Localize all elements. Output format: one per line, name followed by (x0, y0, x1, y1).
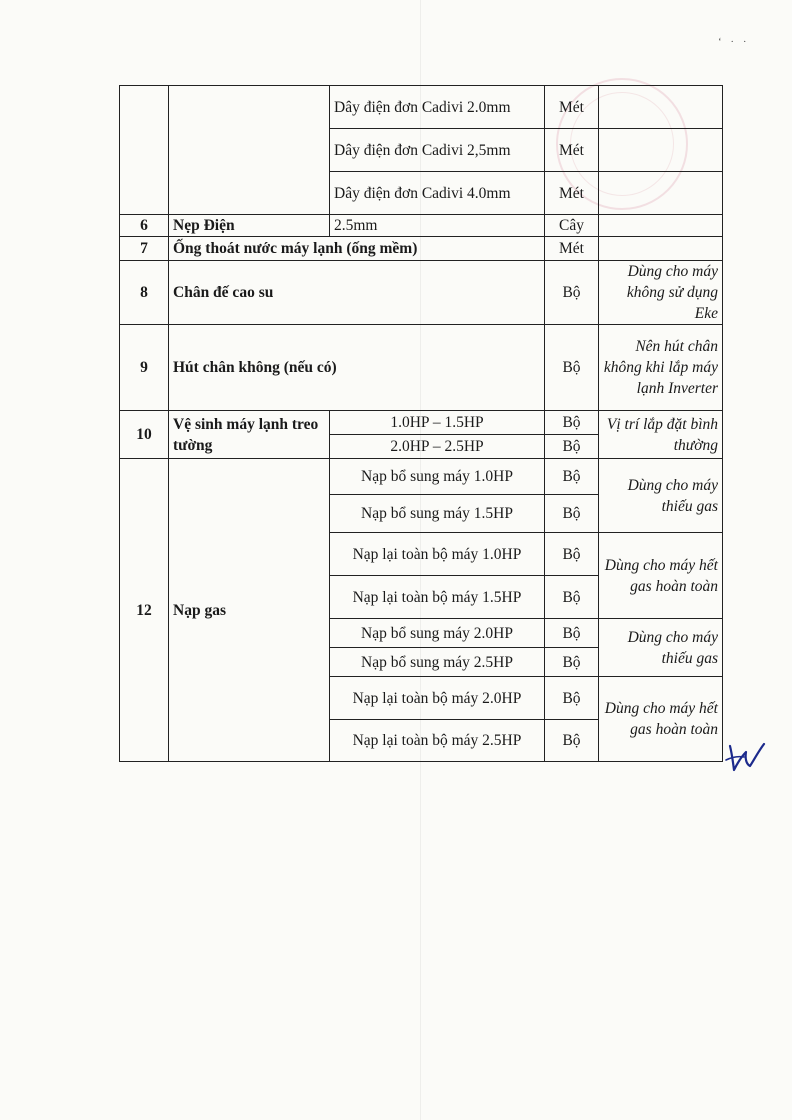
row-number: 9 (120, 325, 169, 411)
table-row (120, 261, 723, 325)
unit-cell: Bộ (545, 325, 599, 411)
spec-cell: 1.0HP – 1.5HP (330, 411, 545, 435)
item-name: Nẹp Điện (169, 215, 330, 237)
spec-cell: Nạp bổ sung máy 1.0HP (330, 459, 545, 495)
note-cell: Nên hút chân không khi lắp máy lạnh Inverter (599, 325, 723, 411)
row-number: 8 (120, 261, 169, 325)
note-cell: Vị trí lắp đặt bình thường (599, 411, 723, 459)
number-cell-empty (120, 86, 169, 215)
note-cell (599, 237, 723, 261)
row-number: 6 (120, 215, 169, 237)
unit-cell: Bộ (545, 261, 599, 325)
item-name: Vệ sinh máy lạnh treo tường (169, 411, 330, 459)
table-row (120, 459, 723, 495)
spec-cell: 2.5mm (330, 215, 545, 237)
unit-cell: Bộ (545, 720, 599, 762)
note-cell (599, 172, 723, 215)
table-row (120, 325, 723, 411)
spec-cell: Nạp lại toàn bộ máy 1.5HP (330, 576, 545, 619)
unit-cell: Bộ (545, 495, 599, 533)
note-cell: Dùng cho máy thiếu gas (599, 459, 723, 533)
spec-cell: Dây điện đơn Cadivi 4.0mm (330, 172, 545, 215)
spec-cell: Nạp lại toàn bộ máy 2.5HP (330, 720, 545, 762)
spec-cell: Dây điện đơn Cadivi 2.0mm (330, 86, 545, 129)
unit-cell: Bộ (545, 411, 599, 435)
unit-cell: Bộ (545, 435, 599, 459)
spec-cell: Nạp bổ sung máy 1.5HP (330, 495, 545, 533)
handwritten-initial-signature (724, 738, 768, 774)
spec-cell: Dây điện đơn Cadivi 2,5mm (330, 129, 545, 172)
item-name: Hút chân không (nếu có) (169, 325, 545, 411)
unit-cell: Bộ (545, 648, 599, 677)
item-name: Nạp gas (169, 459, 330, 762)
spec-cell: Nạp lại toàn bộ máy 1.0HP (330, 533, 545, 576)
table-row (120, 237, 723, 261)
name-cell-empty (169, 86, 330, 215)
note-cell: Dùng cho máy thiếu gas (599, 619, 723, 677)
unit-cell: Cây (545, 215, 599, 237)
unit-cell: Mét (545, 172, 599, 215)
row-number: 7 (120, 237, 169, 261)
table-row (120, 215, 723, 237)
note-cell: Dùng cho máy hết gas hoàn toàn (599, 677, 723, 762)
price-list-table (119, 85, 723, 762)
table-row (120, 86, 723, 129)
note-cell (599, 129, 723, 172)
row-number: 10 (120, 411, 169, 459)
note-cell (599, 215, 723, 237)
unit-cell: Bộ (545, 677, 599, 720)
item-name: Ống thoát nước máy lạnh (ống mềm) (169, 237, 545, 261)
row-number: 12 (120, 459, 169, 762)
spec-cell: 2.0HP – 2.5HP (330, 435, 545, 459)
note-cell (599, 86, 723, 129)
item-name: Chân đế cao su (169, 261, 545, 325)
page-mark: ‘ · · (718, 36, 750, 48)
spec-cell: Nạp bổ sung máy 2.0HP (330, 619, 545, 648)
spec-cell: Nạp lại toàn bộ máy 2.0HP (330, 677, 545, 720)
unit-cell: Bộ (545, 619, 599, 648)
note-cell: Dùng cho máy không sử dụng Eke (599, 261, 723, 325)
unit-cell: Bộ (545, 576, 599, 619)
spec-cell: Nạp bổ sung máy 2.5HP (330, 648, 545, 677)
table-row (120, 411, 723, 435)
unit-cell: Mét (545, 86, 599, 129)
note-cell: Dùng cho máy hết gas hoàn toàn (599, 533, 723, 619)
unit-cell: Bộ (545, 459, 599, 495)
unit-cell: Mét (545, 129, 599, 172)
unit-cell: Mét (545, 237, 599, 261)
unit-cell: Bộ (545, 533, 599, 576)
